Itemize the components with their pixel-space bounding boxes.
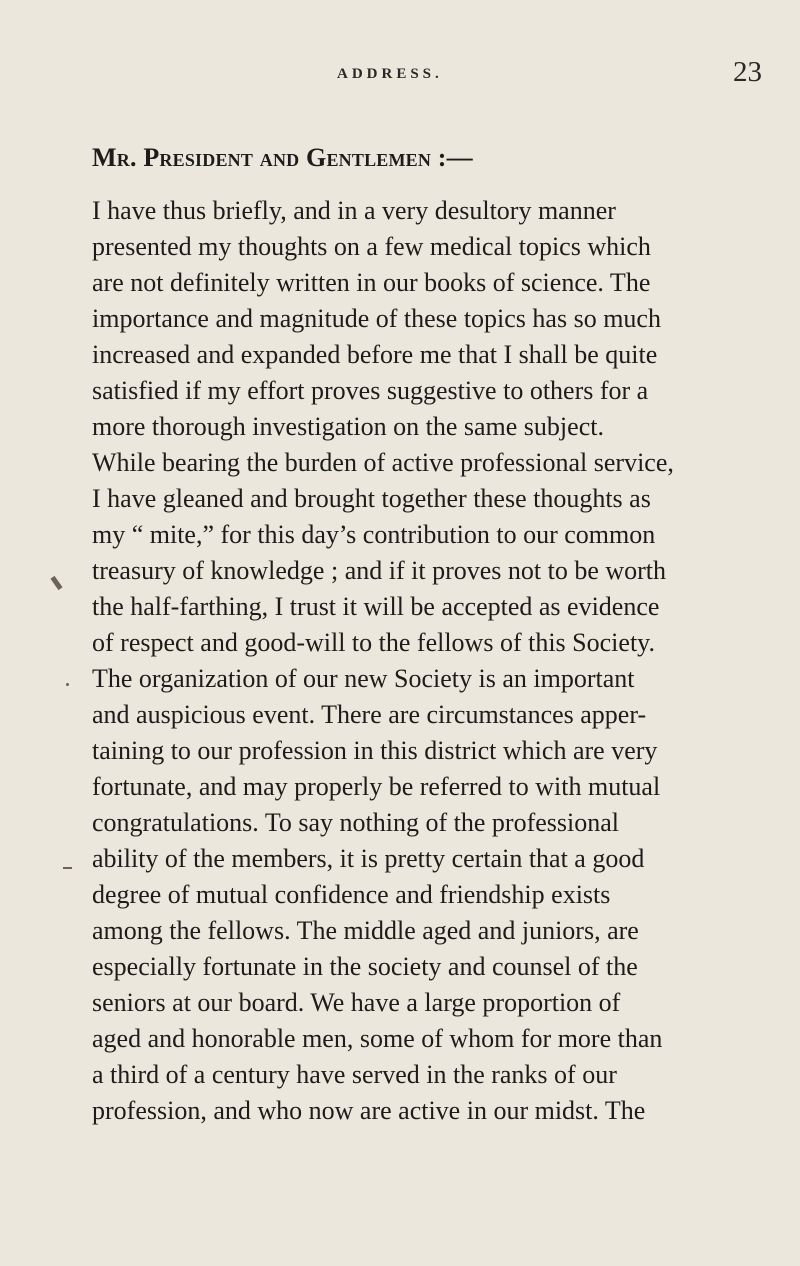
text-line: importance and magnitude of these topics has so much xyxy=(92,304,661,333)
text-line: seniors at our board. We have a large proportion of xyxy=(92,988,621,1017)
text-line: treasury of knowledge ; and if it proves not to be worth xyxy=(92,556,667,585)
text-line: fortunate, and may properly be referred to with mutual xyxy=(92,772,661,801)
margin-mark xyxy=(50,576,62,590)
text-line: especially fortunate in the society and counsel of the xyxy=(92,952,638,981)
text-line: profession, and who now are active in our midst. The xyxy=(92,1096,646,1125)
text-line: among the fellows. The middle aged and juniors, are xyxy=(92,916,639,945)
running-head: ADDRESS. xyxy=(337,66,443,82)
text-line: increased and expanded before me that I shall be quite xyxy=(92,340,658,369)
text-line: I have thus briefly, and in a very desultory manner xyxy=(92,196,616,225)
page-number: 23 xyxy=(733,56,762,88)
text-line: a third of a century have served in the ranks of our xyxy=(92,1060,617,1089)
text-line: the half-farthing, I trust it will be accepted as evidence xyxy=(92,592,660,621)
text-line: satisfied if my effort proves suggestive to others for a xyxy=(92,376,649,405)
text-line: are not definitely written in our books of science. The xyxy=(92,268,651,297)
margin-mark xyxy=(66,683,69,686)
text-line: and auspicious event. There are circumstances apper- xyxy=(92,700,647,729)
text-line: presented my thoughts on a few medical topics which xyxy=(92,232,651,261)
text-line: ability of the members, it is pretty certain that a good xyxy=(92,844,645,873)
salutation: Mr. President and Gentlemen :— xyxy=(92,143,473,172)
text-line: I have gleaned and brought together these thoughts as xyxy=(92,484,651,513)
text-line: my “ mite,” for this day’s contribution to our common xyxy=(92,520,656,549)
text-line: taining to our profession in this district which are very xyxy=(92,736,658,765)
text-line: more thorough investigation on the same subject. xyxy=(92,412,604,441)
text-line: degree of mutual confidence and friendship exists xyxy=(92,880,611,909)
margin-mark xyxy=(63,867,72,869)
text-line: The organization of our new Society is an important xyxy=(92,664,635,693)
text-line: aged and honorable men, some of whom for more than xyxy=(92,1024,663,1053)
text-line: congratulations. To say nothing of the professional xyxy=(92,808,619,837)
text-line: While bearing the burden of active professional service, xyxy=(92,448,674,477)
text-line: of respect and good-will to the fellows of this Society. xyxy=(92,628,655,657)
